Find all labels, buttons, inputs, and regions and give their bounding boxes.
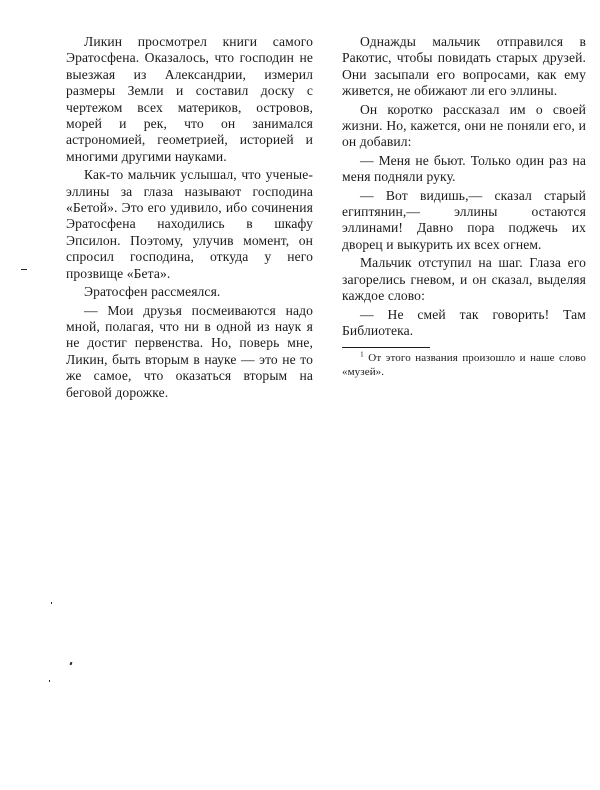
footnote-divider [342, 347, 430, 348]
paragraph: Эратосфен рассмеялся. [84, 284, 221, 300]
scan-speck [21, 269, 27, 270]
scan-speck [49, 680, 50, 682]
paragraph: Он коротко рассказал им о своей жизни. Но, кажется, они не поняли его, и он добавил: [342, 101, 586, 150]
footnote-marker: 1 [360, 349, 364, 359]
paragraph: Мальчик отступил на шаг. Глаза его загорелись гневом, и он сказал, выделяя каждое слово: [342, 255, 586, 304]
paragraph: Однажды мальчик отправился в Ракотис, чтобы повидать старых друзей. Они засыпали его вопросами, как ему живется, не обижают ли его эллины. [342, 34, 586, 99]
left-column [66, 34, 313, 403]
footnote [342, 349, 587, 379]
right-column [342, 34, 586, 381]
scan-speck [70, 662, 73, 666]
paragraph: — Мои друзья посмеиваются надо мной, полагая, что ни в одной из наук я не достиг первенства. Но, поверь мне, Ликин, быть вторым в науке — это не то же самое, что оказаться вторым на беговой дорожке. [66, 302, 313, 400]
footnote-text: От этого названия произошло и наше слово «музей». [342, 352, 587, 378]
paragraph: Как-то мальчик услышал, что ученые-эллины за глаза называют господина «Бетой». Это его удивило, ибо сочинения Эратосфена находились в шкафу Эпсилон. Поэтому, улучив момент, он спросил господина, откуда у него прозвище «Бета». [66, 167, 313, 281]
paragraph: — Вот видишь,— сказал старый египтянин,— эллины остаются эллинами! Давно пора поджечь их дворец и выкурить их всех огнем. [342, 187, 586, 252]
scan-speck [51, 602, 52, 604]
paragraph: Ликин просмотрел книги самого Эратосфена. Оказалось, что господин не выезжая из Александрии, измерил размеры Земли и составил доску с чертежом всех материков, островов, морей и рек, что он занимался астрономией, геометрией, историей и многими другими науками. [66, 34, 313, 164]
paragraph: — Не смей так говорить! Там Библиотека. [342, 306, 586, 338]
paragraph: — Меня не бьют. Только один раз на меня подняли руку. [342, 152, 586, 185]
